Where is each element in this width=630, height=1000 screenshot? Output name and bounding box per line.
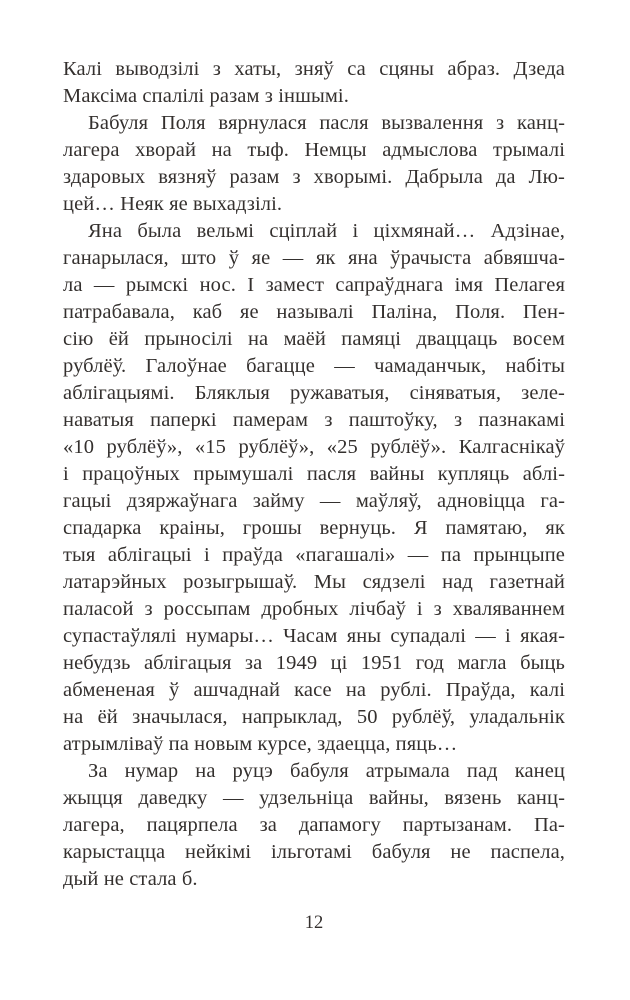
text-line: спадарка краіны, грошы вернуць. Я памятаю, як	[63, 517, 565, 539]
text-line: паласой з россыпам дробных лічбаў і з хваляваннем	[63, 598, 565, 620]
paragraph	[63, 110, 565, 218]
paragraph	[63, 56, 565, 110]
text-line: Калі выводзілі з хаты, зняў са сцяны абраз. Дзеда	[63, 58, 565, 80]
text-line: карыстацца нейкімі ільготамі бабуля не паспела,	[63, 841, 565, 863]
text-line: За нумар на руцэ бабуля атрымала пад канец	[88, 760, 565, 782]
text-line: здаровых вязняў разам з хворымі. Дабрыла да Лю-	[63, 166, 565, 188]
paragraph	[63, 758, 565, 893]
text-line: атрымліваў па новым курсе, здаецца, пяць…	[63, 733, 458, 755]
text-line: Бабуля Поля вярнулася пасля вызвалення з канц-	[88, 112, 565, 134]
text-line: цей… Неяк яе выхадзілі.	[63, 193, 283, 215]
text-line: тыя аблігацыі і праўда «пагашалі» — па прынцыпе	[63, 544, 565, 566]
text-line: лагера, пацярпела за дапамогу партызанам. Па-	[63, 814, 565, 836]
text-line: Максіма спалілі разам з іншымі.	[63, 85, 349, 107]
text-line: ла — рымскі нос. І замест сапраўднага імя Пелагея	[63, 274, 565, 296]
text-line: аблігацыямі. Бляклыя ружаватыя, сіняватыя, зеле-	[63, 382, 565, 404]
text-line: Яна была вельмі сціплай і ціхмянай… Адзінае,	[88, 220, 565, 242]
text-line: ганарылася, што ў яе — як яна ўрачыста абвяшча-	[63, 247, 565, 269]
text-line: латарэйных розыгрышаў. Мы сядзелі над газетнай	[63, 571, 565, 593]
page-number: 12	[304, 913, 324, 933]
text-line: супастаўлялі нумары… Часам яны супадалі — і якая-	[63, 625, 565, 647]
text-line: патрабавала, каб яе называлі Паліна, Поля. Пен-	[63, 301, 565, 323]
text-line: рублёў. Галоўнае багацце — чамаданчык, набіты	[63, 355, 565, 377]
paragraph	[63, 218, 565, 758]
text-line: небудзь аблігацыя за 1949 ці 1951 год магла быць	[63, 652, 565, 674]
text-line: абмененая ў ашчаднай касе на рублі. Праўда, калі	[63, 679, 565, 701]
text-line: сію ёй прыносілі на маёй памяці дваццаць восем	[63, 328, 565, 350]
text-line: лагера хворай на тыф. Немцы адмыслова трымалі	[63, 139, 565, 161]
text-line: на ёй значылася, напрыклад, 50 рублёў, уладальнік	[63, 706, 565, 728]
text-line: «10 рублёў», «15 рублёў», «25 рублёў». Калгаснікаў	[63, 436, 565, 458]
text-block	[63, 56, 565, 893]
text-line: і працоўных прымушалі пасля вайны купляць аблі-	[63, 463, 565, 485]
text-line: наватыя паперкі памерам з паштоўку, з пазнакамі	[63, 409, 565, 431]
text-line: жыцця даведку — удзельніца вайны, вязень канц-	[63, 787, 565, 809]
text-line: дый не стала б.	[63, 868, 198, 890]
text-line: гацыі дзяржаўнага займу — маўляў, адновіцца га-	[63, 490, 565, 512]
